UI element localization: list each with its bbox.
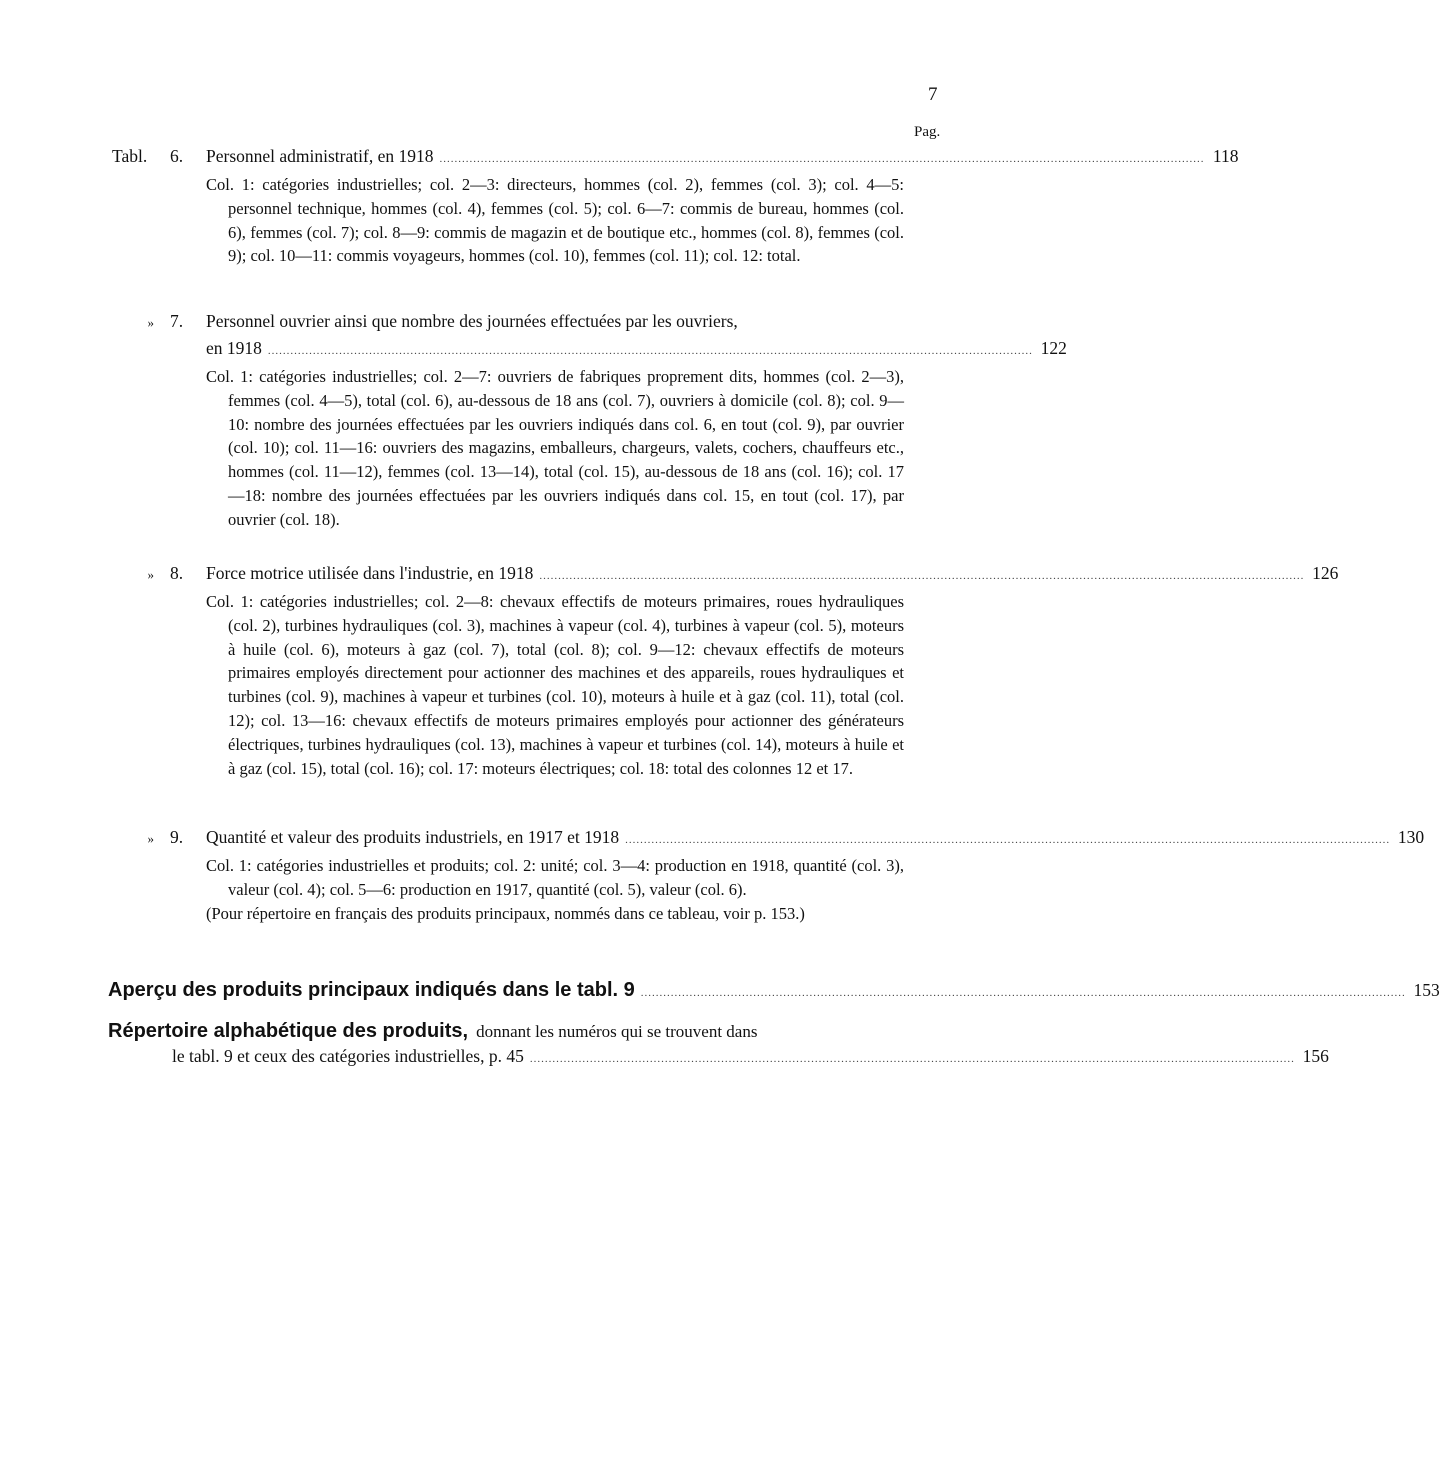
repertoire-subtitle: donnant les numéros qui se trouvent dans (476, 1022, 758, 1041)
page-reference: 126 (1312, 563, 1339, 583)
entry-description: Col. 1: catégories industrielles et produits; col. 2: unité; col. 3—4: production en 1918, quantité (col. 3), valeur (col. 4); col. 5—6: production en 1917, quantité (col. 5), valeur (col. 6). (Pour répertoire en français des produits principaux, nommés dans ce tableau, voir p. 153.) (206, 854, 904, 925)
entry-title: Force motrice utilisée dans l'industrie, en 1918 (206, 563, 534, 583)
page-reference: 130 (1397, 827, 1425, 847)
entry-number: 7. (170, 311, 184, 331)
ditto-marker: » (147, 831, 154, 846)
page-reference: 118 (1212, 146, 1239, 166)
entry-title: Quantité et valeur des produits industriels, en 1917 et 1918 (206, 827, 620, 847)
entry-description: Col. 1: catégories industrielles; col. 2—8: chevaux effectifs de moteurs primaires, roues hydrauliques (col. 2), turbines hydrauliques (col. 3), machines à vapeur (col. 4), turbines à vapeur (col. 5), moteurs à huile (col. 6), moteurs à gaz (col. 7), total (col. 8); col. 9—12: chevaux effectifs de moteurs primaires employés directement pour actionner des machines et des appareils, roues hydrauliques et turbines (col. 9), machines à vapeur et turbines (col. 10), moteurs à huile et à gaz (col. 11), total (col. 12); col. 13—16: chevaux effectifs de moteurs primaires employés pour actionner des générateurs électriques, turbines hydrauliques (col. 13), machines à vapeur et turbines (col. 14), moteurs à huile et à gaz (col. 15), total (col. 16); col. 17: moteurs électriques; col. 18: total des colonnes 12 et 17. (206, 592, 904, 778)
toc-entry-9 (112, 826, 1425, 852)
repertoire-title: Répertoire alphabétique des produits, (108, 1020, 469, 1042)
entry-number: 8. (170, 563, 184, 583)
entry-number: 9. (170, 827, 184, 847)
apercu-entry (108, 979, 1440, 1005)
leader-dots (530, 1053, 1295, 1065)
leader-dots (268, 340, 1033, 363)
page-reference: 122 (1040, 338, 1067, 358)
entry-note: (Pour répertoire en français des produits principaux, nommés dans ce tableau, voir p. 153.) (206, 903, 805, 923)
toc-entry-7-line2 (206, 337, 1067, 363)
ditto-marker: » (147, 567, 154, 582)
entry-description: Col. 1: catégories industrielles; col. 2—7: ouvriers de fabriques proprement dits, hommes (col. 2—3), femmes (col. 4—5), total (col. 6), au-dessous de 18 ans (col. 7), ouvriers à domicile (col. 8); col. 9—10: nombre des journées effectuées par les ouvriers indiqués dans col. 6, en tout (col. 9), par ouvrier (col. 10); col. 11—16: ouvriers des magazins, emballeurs, chargeurs, valets, cochers, chauffeurs etc., hommes (col. 11—12), femmes (col. 13—14), total (col. 15), au-dessous de 18 ans (col. 16); col. 17—18: nombre des journées effectuées par les ouvriers indiqués dans col. 15, en tout (col. 17), par ouvrier (col. 18). (206, 367, 904, 529)
repertoire-line2 (172, 1046, 1329, 1067)
toc-entry-7 (112, 310, 938, 334)
page-reference: 153 (1413, 980, 1440, 1000)
page-number: 7 (928, 84, 938, 105)
ditto-marker: » (147, 315, 154, 330)
leader-dots (539, 565, 1304, 588)
repertoire-entry (108, 1020, 938, 1043)
leader-dots (625, 829, 1390, 852)
page-reference: 156 (1302, 1046, 1329, 1066)
toc-entry-8 (112, 562, 1339, 588)
leader-dots (641, 982, 1406, 1005)
repertoire-line2-text: le tabl. 9 et ceux des catégories industrielles, p. 45 (172, 1046, 524, 1066)
entry-title-line1: Personnel ouvrier ainsi que nombre des journées effectuées par les ouvriers, (206, 311, 738, 331)
entry-description: Col. 1: catégories industrielles; col. 2—3: directeurs, hommes (col. 2), femmes (col. 3); col. 4—5: personnel technique, hommes (col. 4), femmes (col. 5); col. 6—7: commis de bureau, hommes (col. 6), femmes (col. 7); col. 8—9: commis de magazin et de boutique etc., hommes (col. 8), femmes (col. 9); col. 10—11: commis voyageurs, hommes (col. 10), femmes (col. 11); col. 12: total. (206, 175, 904, 266)
apercu-title: Aperçu des produits principaux indiqués dans le tabl. 9 (108, 979, 635, 1001)
toc-entry-6 (112, 145, 1239, 171)
pag-label: Pag. (914, 124, 941, 140)
leader-dots (439, 148, 1204, 171)
entry-title: en 1918 (206, 338, 262, 358)
entry-number: 6. (170, 146, 184, 166)
entry-title: Personnel administratif, en 1918 (206, 146, 434, 166)
tabl-label: Tabl. (112, 146, 148, 166)
